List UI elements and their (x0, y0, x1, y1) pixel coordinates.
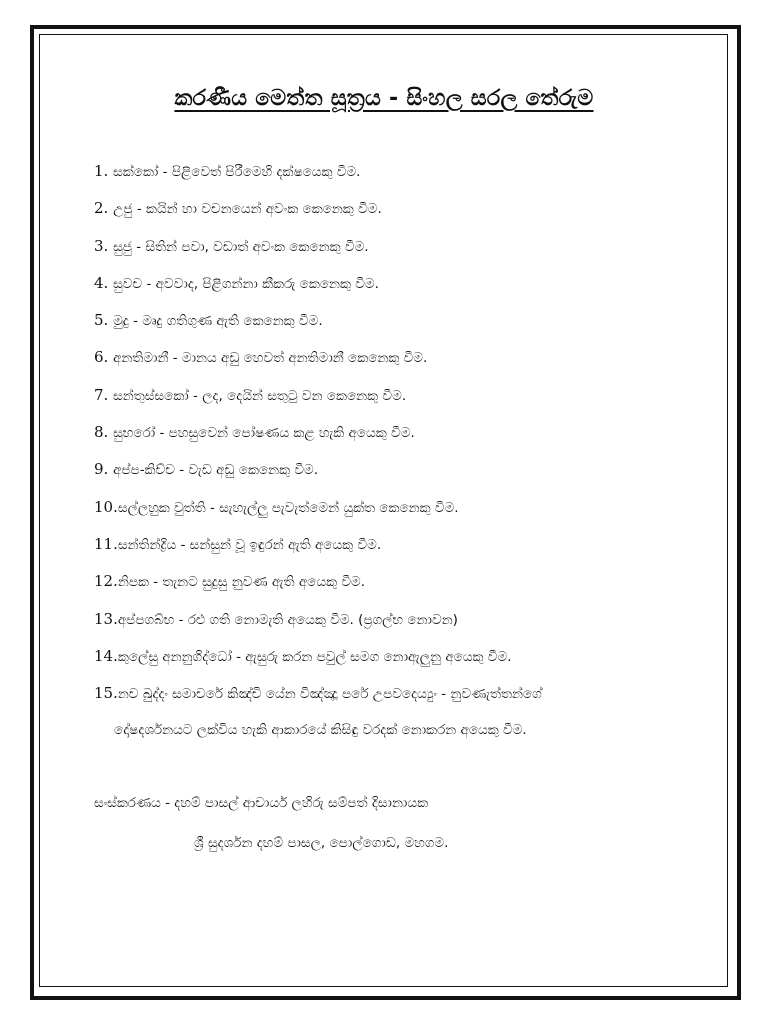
list-item (94, 270, 714, 307)
list-item (94, 494, 714, 531)
item-number: 15. (94, 684, 118, 703)
item-number: 5. (94, 311, 114, 330)
item-number: 10. (94, 497, 118, 516)
item-text: මුදු - මෘදු ගතිගුණ ඇති කෙනෙකු වීම. (113, 313, 323, 330)
item-text: නිපක - තැනට සුදුසු නුවණ ඇති අයෙකු වීම. (117, 574, 366, 591)
item-text: නච ඛුද්දං සමාචරේ කිඤ්චි යේන විඤ්ඤූ පරේ උපවදෙය්‍යුං - නුවණැත්තන්ගේ (117, 686, 542, 703)
list-item (94, 531, 714, 568)
item-number: 4. (94, 273, 114, 292)
item-number: 3. (94, 236, 114, 255)
list-item (94, 606, 714, 643)
document-title: කරණීය මෙත්ත සූත්‍රය - සිංහල සරල තේරුම (174, 86, 594, 111)
list-item (94, 382, 714, 419)
item-number: 7. (94, 385, 114, 404)
list-item (94, 195, 714, 232)
item-text: උජු - කයින් හා වචනයෙන් අවංක කෙනෙකු වීම. (113, 201, 382, 218)
item-number: 6. (94, 348, 114, 367)
item-number: 8. (94, 423, 114, 442)
item-number: 1. (94, 162, 114, 180)
list-item (94, 419, 714, 456)
list-item (94, 158, 714, 195)
item-text: අප්ප-කිච්ච - වැඩ අඩු කෙනෙකු වීම. (113, 462, 319, 479)
item-number: 13. (94, 609, 118, 628)
item-number: 11. (94, 534, 118, 553)
list-item (94, 568, 714, 605)
item-number: 12. (94, 572, 118, 591)
item-text-continued: දෝෂදර්ශනයට ලක්විය හැකි ආකාරයේ කිසිඳු වරදක් නොකරන අයෙකු වීම. (114, 722, 527, 739)
item-text: අප්පගබ්භ - රළු ගති නොමැති අයෙකු වීම. (ප්‍රගල්භ නොවන) (117, 611, 458, 628)
item-text: සුවච - අවවාද, පිළිගන්නා කීකරු කෙනෙකු වීම. (113, 275, 379, 292)
item-text: සුභරෝ - පහසුවෙන් පෝෂණය කළ හැකි අයෙකු වීම. (113, 425, 415, 442)
item-text: කුලේසු අනනුගිද්ධෝ - ඇසුරු කරන පවුල් සමග නොඇලුනු අයෙකු වීම. (117, 648, 512, 665)
list-item (94, 643, 714, 680)
editor-credit (94, 790, 714, 856)
item-text: සන්තුස්සකෝ - ලද, දෙයින් සතුටු වන කෙනෙකු වීම. (113, 387, 407, 404)
item-text: සුජු - සිතින් පවා, වඩාත් අවංක කෙනෙකු වීම. (113, 238, 369, 255)
list-item (94, 344, 714, 381)
item-text: අනතිමානී - මානය අඩු හෙවත් අනතිමානී කෙනෙකු වීම. (113, 350, 428, 367)
credit-editor-line: සංස්කරණය - දහම් පාසල් ආචාර්ය ලහිරු සම්පත් දිසානායක (94, 795, 429, 811)
item-text: සල්ලහුක වුත්ති - සැහැල්ලු පැවැත්මෙන් යුක්ත කෙනෙකු වීම. (117, 499, 459, 516)
item-number: 14. (94, 646, 118, 665)
list-item (94, 456, 714, 493)
item-number: 2. (94, 199, 114, 218)
virtue-list (94, 158, 714, 743)
list-item (94, 307, 714, 344)
item-number: 9. (94, 460, 114, 479)
list-item (94, 680, 714, 743)
list-item (94, 233, 714, 270)
item-text: සන්තින්ද්‍රිය - සන්සුන් වූ ඉඳුරන් ඇති අයෙකු වීම. (117, 536, 382, 553)
item-text: සක්කෝ - පිළිවෙත් පිරීමෙහි දක්ෂයෙකු වීම. (113, 164, 361, 180)
credit-school-line: ශ්‍රී සුදර්ශන දහම් පාසල, පොල්ගොඩ, මහගම. (194, 835, 449, 851)
